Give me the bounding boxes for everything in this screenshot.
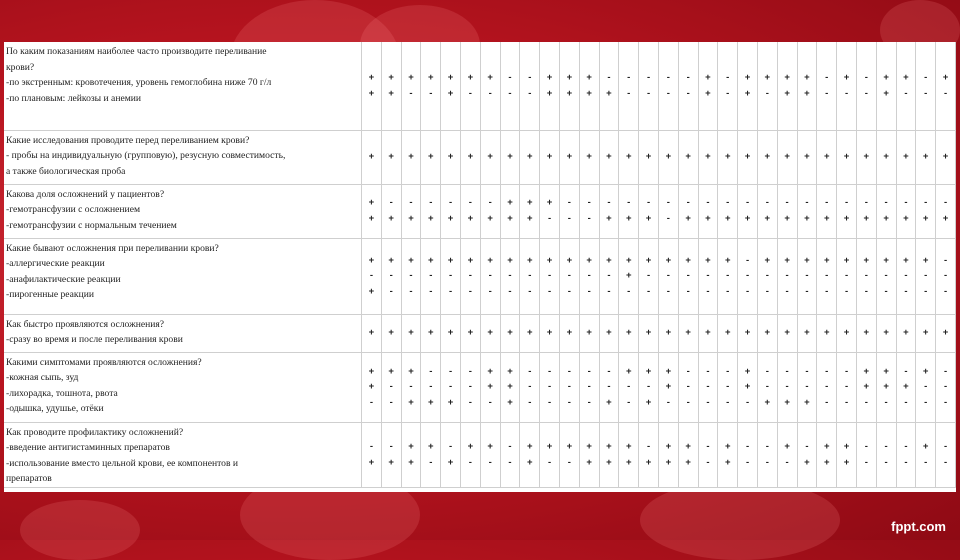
question-line: -пирогенные реакции: [6, 289, 94, 301]
answer-cell: +: [619, 130, 639, 184]
question-line: -гемотрансфузии с нормальным течением: [6, 219, 177, 231]
answer-cell: - +: [639, 184, 659, 238]
answer-cell: +: [856, 314, 876, 352]
answer-cell: - - -: [936, 352, 956, 422]
answer-cell: - - -: [936, 238, 956, 314]
answer-cell: +: [480, 130, 500, 184]
question-cell: [4, 238, 362, 314]
question-cell: [4, 130, 362, 184]
answer-cell: + + -: [619, 238, 639, 314]
survey-table-body: [4, 42, 956, 487]
answer-cell: + - -: [559, 238, 579, 314]
answer-cell: + -: [460, 42, 480, 130]
answer-cell: - +: [936, 184, 956, 238]
answer-cell: +: [916, 314, 936, 352]
question-line: Какие исследования проводите перед переливанием крови?: [6, 134, 250, 146]
answer-cell: +: [876, 314, 896, 352]
answer-cell: + +: [559, 42, 579, 130]
answer-cell: + -: [896, 42, 916, 130]
question-line: -по плановым: лейкозы и анемии: [6, 92, 142, 104]
question-line: -введение антигистаминных препаратов: [6, 442, 170, 454]
answer-cell: +: [362, 314, 382, 352]
answer-cell: + +: [698, 42, 718, 130]
answer-cell: +: [480, 314, 500, 352]
answer-cell: - +: [362, 422, 382, 487]
answer-cell: - +: [421, 184, 441, 238]
answer-cell: + - -: [856, 238, 876, 314]
answer-cell: - -: [619, 42, 639, 130]
table-row: [4, 422, 956, 487]
answer-cell: - +: [698, 184, 718, 238]
answer-cell: + + +: [500, 352, 520, 422]
question-line: По каким показаниям наиболее часто производите переливание: [6, 46, 267, 57]
answer-cell: - - -: [559, 352, 579, 422]
answer-cell: +: [936, 130, 956, 184]
answer-cell: - +: [678, 184, 698, 238]
answer-cell: - +: [441, 184, 461, 238]
answer-cell: + +: [738, 42, 758, 130]
answer-cell: - -: [896, 422, 916, 487]
answer-cell: +: [460, 130, 480, 184]
answer-cell: +: [856, 130, 876, 184]
answer-cell: - +: [381, 184, 401, 238]
question-cell: [4, 422, 362, 487]
answer-cell: +: [738, 130, 758, 184]
answer-cell: - +: [619, 184, 639, 238]
answer-cell: + +: [599, 422, 619, 487]
answer-cell: +: [837, 314, 857, 352]
answer-cell: +: [579, 130, 599, 184]
answer-cell: + - -: [480, 238, 500, 314]
question-line: Какие бывают осложнения при переливании крови?: [6, 242, 219, 254]
answer-cell: + - -: [837, 238, 857, 314]
answer-cell: - - -: [738, 238, 758, 314]
answer-cell: - -: [559, 184, 579, 238]
answer-cell: + -: [837, 42, 857, 130]
answer-cell: + + -: [876, 352, 896, 422]
answer-cell: - +: [916, 184, 936, 238]
answer-cell: - +: [599, 184, 619, 238]
answer-cell: - +: [837, 184, 857, 238]
answer-cell: + - -: [441, 238, 461, 314]
answer-cell: - - +: [797, 352, 817, 422]
question-line: -по экстренным: кровотечения, уровень гемоглобина ниже 70 г/л: [6, 77, 272, 89]
answer-cell: +: [678, 130, 698, 184]
question-line: -лихорадка, тошнота, рвота: [6, 387, 118, 399]
answer-cell: +: [639, 130, 659, 184]
answer-cell: + - -: [599, 238, 619, 314]
answer-cell: + +: [777, 42, 797, 130]
answer-cell: + +: [520, 422, 540, 487]
answer-cell: + - -: [619, 352, 639, 422]
answer-cell: - +: [757, 184, 777, 238]
answer-cell: - -: [916, 42, 936, 130]
answer-cell: + - -: [421, 238, 441, 314]
answer-cell: + - -: [579, 238, 599, 314]
answer-cell: +: [441, 130, 461, 184]
question-line: -гемотрансфузии с осложнением: [6, 204, 141, 216]
answer-cell: +: [738, 314, 758, 352]
question-line: -анафилактические реакции: [6, 273, 121, 285]
table-row: [4, 238, 956, 314]
survey-table: [4, 42, 956, 488]
bg-bokeh: [640, 480, 840, 560]
answer-cell: +: [777, 130, 797, 184]
question-line: -использование вместо цельной крови, ее компонентов и: [6, 457, 239, 469]
answer-cell: - - +: [777, 352, 797, 422]
answer-cell: - -: [500, 422, 520, 487]
answer-cell: + - -: [757, 238, 777, 314]
answer-cell: - -: [579, 184, 599, 238]
answer-cell: +: [817, 130, 837, 184]
answer-cell: - +: [797, 422, 817, 487]
answer-cell: + + -: [362, 352, 382, 422]
answer-cell: + +: [718, 422, 738, 487]
answer-cell: + -: [421, 42, 441, 130]
answer-cell: - +: [797, 184, 817, 238]
answer-cell: +: [757, 314, 777, 352]
answer-cell: - +: [856, 184, 876, 238]
answer-cell: +: [658, 314, 678, 352]
answer-cell: +: [421, 314, 441, 352]
question-line: -сразу во время и после переливания крови: [6, 334, 183, 346]
answer-cell: + +: [401, 422, 421, 487]
answer-cell: + -: [421, 422, 441, 487]
answer-cell: +: [619, 314, 639, 352]
answer-cell: + +: [817, 422, 837, 487]
bg-bokeh: [20, 500, 140, 560]
answer-cell: +: [797, 130, 817, 184]
brand-watermark: fppt.com: [891, 519, 946, 534]
answer-cell: + - -: [916, 352, 936, 422]
answer-cell: + +: [579, 422, 599, 487]
answer-cell: - +: [480, 184, 500, 238]
answer-cell: +: [916, 130, 936, 184]
question-line: - пробы на индивидуальную (групповую), резусную совместимость,: [6, 150, 286, 162]
answer-cell: + - -: [381, 352, 401, 422]
answer-cell: - -: [936, 422, 956, 487]
answer-cell: - - -: [817, 352, 837, 422]
answer-cell: - -: [856, 42, 876, 130]
answer-cell: +: [797, 314, 817, 352]
answer-cell: + +: [441, 42, 461, 130]
question-line: крови?: [6, 61, 35, 73]
answer-cell: + -: [757, 42, 777, 130]
answer-cell: + +: [837, 422, 857, 487]
answer-cell: +: [718, 314, 738, 352]
answer-cell: + -: [540, 422, 560, 487]
table-row: [4, 314, 956, 352]
answer-cell: - - -: [460, 352, 480, 422]
question-line: препаратов: [6, 473, 52, 485]
answer-cell: - +: [738, 184, 758, 238]
answer-cell: +: [540, 314, 560, 352]
answer-cell: - +: [460, 184, 480, 238]
answer-cell: - - -: [837, 352, 857, 422]
question-cell: [4, 184, 362, 238]
answer-cell: + -: [936, 42, 956, 130]
answer-cell: - +: [381, 422, 401, 487]
answer-cell: + - -: [896, 238, 916, 314]
answer-cell: - -: [520, 42, 540, 130]
answer-cell: + - -: [876, 238, 896, 314]
answer-cell: + + -: [480, 352, 500, 422]
answer-cell: + - -: [381, 238, 401, 314]
answer-cell: +: [718, 130, 738, 184]
answer-cell: - - +: [757, 352, 777, 422]
answer-cell: + +: [500, 184, 520, 238]
answer-cell: - -: [856, 422, 876, 487]
answer-cell: - +: [401, 184, 421, 238]
answer-cell: +: [876, 130, 896, 184]
answer-cell: + +: [540, 42, 560, 130]
answer-cell: +: [639, 314, 659, 352]
answer-cell: + +: [797, 42, 817, 130]
answer-cell: +: [936, 314, 956, 352]
answer-cell: +: [579, 314, 599, 352]
answer-cell: +: [698, 130, 718, 184]
answer-cell: +: [441, 314, 461, 352]
answer-cell: + -: [460, 422, 480, 487]
answer-cell: +: [381, 314, 401, 352]
answer-cell: +: [896, 130, 916, 184]
answer-cell: - -: [500, 42, 520, 130]
answer-cell: - +: [639, 422, 659, 487]
answer-cell: +: [599, 314, 619, 352]
answer-cell: + - -: [500, 238, 520, 314]
answer-cell: +: [460, 314, 480, 352]
answer-cell: - -: [639, 42, 659, 130]
answer-cell: - +: [777, 184, 797, 238]
answer-cell: +: [658, 130, 678, 184]
answer-cell: +: [362, 130, 382, 184]
answer-cell: + +: [520, 184, 540, 238]
answer-cell: +: [599, 130, 619, 184]
question-line: -кожная сыпь, зуд: [6, 372, 79, 384]
answer-cell: +: [757, 130, 777, 184]
answer-cell: +: [777, 314, 797, 352]
answer-cell: + - -: [777, 238, 797, 314]
answer-cell: + +: [678, 422, 698, 487]
answer-cell: - +: [896, 184, 916, 238]
answer-cell: - - +: [599, 352, 619, 422]
answer-cell: - -: [817, 42, 837, 130]
answer-cell: + + -: [738, 352, 758, 422]
answer-cell: - -: [718, 42, 738, 130]
question-line: а также биологическая проба: [6, 165, 126, 177]
answer-cell: + - -: [540, 238, 560, 314]
answer-cell: + - -: [916, 238, 936, 314]
answer-cell: - +: [817, 184, 837, 238]
answer-cell: +: [520, 130, 540, 184]
answer-cell: - - -: [718, 352, 738, 422]
answer-cell: + -: [401, 42, 421, 130]
answer-cell: + - -: [460, 238, 480, 314]
answer-cell: + - +: [401, 352, 421, 422]
answer-cell: +: [559, 314, 579, 352]
answer-cell: + - +: [362, 238, 382, 314]
answer-cell: + +: [876, 42, 896, 130]
answer-cell: +: [401, 130, 421, 184]
answer-cell: +: [520, 314, 540, 352]
answer-cell: - -: [678, 42, 698, 130]
answer-cell: + -: [916, 422, 936, 487]
question-line: -аллергические реакции: [6, 258, 105, 270]
answer-cell: + +: [658, 422, 678, 487]
answer-cell: - + -: [896, 352, 916, 422]
answer-cell: +: [500, 314, 520, 352]
answer-cell: +: [381, 130, 401, 184]
answer-cell: +: [896, 314, 916, 352]
answer-cell: + - -: [817, 238, 837, 314]
answer-cell: + +: [579, 42, 599, 130]
question-cell: [4, 42, 362, 130]
answer-cell: + - -: [520, 238, 540, 314]
answer-cell: - -: [757, 422, 777, 487]
answer-cell: - +: [718, 184, 738, 238]
question-line: Какими симптомами проявляются осложнения?: [6, 356, 202, 368]
answer-cell: + - -: [678, 238, 698, 314]
table-row: [4, 184, 956, 238]
answer-cell: + - -: [639, 238, 659, 314]
answer-cell: + - -: [797, 238, 817, 314]
answer-cell: +: [817, 314, 837, 352]
answer-cell: + - -: [718, 238, 738, 314]
question-line: -одышка, удушье, отёки: [6, 403, 104, 415]
answer-cell: +: [678, 314, 698, 352]
answer-cell: - - -: [579, 352, 599, 422]
answer-cell: + -: [777, 422, 797, 487]
table-row: [4, 352, 956, 422]
answer-cell: + -: [540, 184, 560, 238]
answer-cell: +: [401, 314, 421, 352]
answer-cell: - - -: [678, 352, 698, 422]
answer-cell: +: [837, 130, 857, 184]
question-cell: [4, 352, 362, 422]
answer-cell: + +: [619, 422, 639, 487]
answer-cell: - -: [658, 184, 678, 238]
answer-cell: +: [559, 130, 579, 184]
table-row: [4, 42, 956, 130]
question-line: Какова доля осложнений у пациентов?: [6, 188, 165, 200]
answer-cell: - -: [738, 422, 758, 487]
answer-cell: - -: [658, 42, 678, 130]
answer-cell: + - +: [639, 352, 659, 422]
answer-cell: - -: [876, 422, 896, 487]
answer-cell: + -: [480, 42, 500, 130]
question-line: Как проводите профилактику осложнений?: [6, 426, 184, 438]
question-cell: [4, 314, 362, 352]
answer-cell: + +: [362, 184, 382, 238]
answer-cell: +: [540, 130, 560, 184]
answer-cell: + -: [559, 422, 579, 487]
answer-cell: +: [500, 130, 520, 184]
answer-cell: + -: [480, 422, 500, 487]
answer-cell: + - -: [698, 238, 718, 314]
answer-cell: + - -: [401, 238, 421, 314]
answer-cell: +: [421, 130, 441, 184]
question-line: Как быстро проявляются осложнения?: [6, 318, 165, 330]
answer-cell: - - +: [421, 352, 441, 422]
answer-cell: - +: [876, 184, 896, 238]
answer-cell: + + -: [856, 352, 876, 422]
answer-cell: - - -: [540, 352, 560, 422]
answer-cell: + - -: [658, 238, 678, 314]
answer-cell: + +: [362, 42, 382, 130]
table-row: [4, 130, 956, 184]
survey-table-panel: [4, 42, 956, 492]
answer-cell: + + -: [658, 352, 678, 422]
answer-cell: - +: [441, 422, 461, 487]
answer-cell: - - -: [520, 352, 540, 422]
answer-cell: +: [698, 314, 718, 352]
answer-cell: - -: [698, 422, 718, 487]
answer-cell: - - +: [441, 352, 461, 422]
answer-cell: - +: [599, 42, 619, 130]
answer-cell: - - -: [698, 352, 718, 422]
answer-cell: + +: [381, 42, 401, 130]
